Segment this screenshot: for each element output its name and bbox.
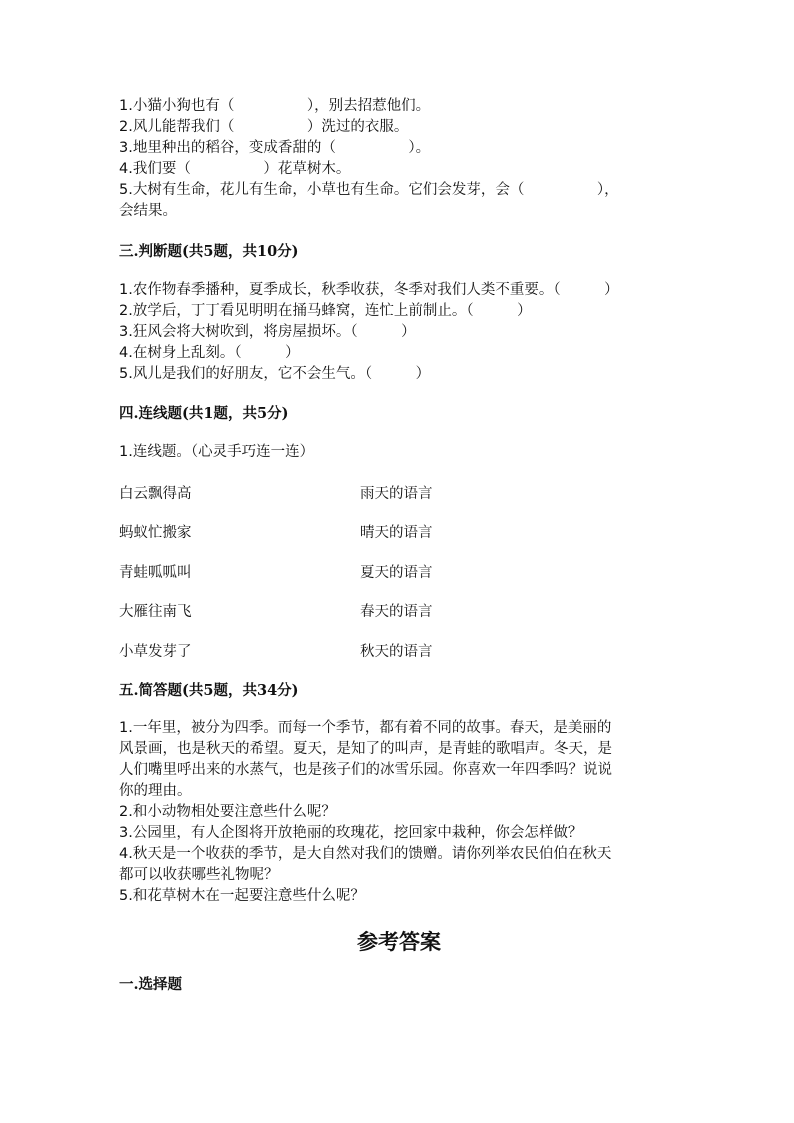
match-right-4: 春天的语言	[360, 604, 433, 620]
section4-heading: 四.连线题(共1题，共5分)	[119, 405, 289, 422]
answers-title: 参考答案	[357, 929, 441, 954]
section3-heading: 三.判断题(共5题，共10分)	[119, 243, 299, 260]
fill-blank-3: 3.地里种出的稻谷，变成香甜的（ ）。	[119, 140, 431, 156]
short-answer-line-8: 都可以收获哪些礼物呢？	[119, 867, 279, 883]
short-answer-line-4: 你的理由。	[119, 783, 192, 799]
match-right-3: 夏天的语言	[360, 565, 433, 581]
match-left-5: 小草发芽了	[119, 644, 192, 660]
match-question: 1.连线题。（心灵手巧连一连）	[119, 444, 315, 460]
match-right-5: 秋天的语言	[360, 644, 433, 660]
match-left-2: 蚂蚁忙搬家	[119, 525, 192, 541]
judge-item-4: 4.在树身上乱刻。（ ）	[119, 345, 300, 361]
short-answer-line-6: 3.公园里，有人企图将开放艳丽的玫瑰花，挖回家中栽种，你会怎样做？	[119, 825, 583, 841]
judge-item-3: 3.狂风会将大树吹到，将房屋损坏。（ ）	[119, 324, 416, 340]
short-answer-line-1: 1.一年里，被分为四季。而每一个季节，都有着不同的故事。春天，是美丽的	[119, 720, 612, 736]
judge-item-5: 5.风儿是我们的好朋友，它不会生气。（ ）	[119, 366, 431, 382]
fill-blank-5-cont: 会结果。	[119, 203, 177, 219]
short-answer-line-9: 5.和花草树木在一起要注意些什么呢？	[119, 888, 365, 904]
fill-blank-5: 5.大树有生命，花儿有生命，小草也有生命。它们会发芽，会（ ），	[119, 182, 619, 198]
short-answer-line-7: 4.秋天是一个收获的季节，是大自然对我们的馈赠。请你列举农民伯伯在秋天	[119, 846, 612, 862]
judge-item-2: 2.放学后，丁丁看见明明在捅马蜂窝，连忙上前制止。（ ）	[119, 303, 532, 319]
fill-blank-4: 4.我们要（ ）花草树木。	[119, 161, 351, 177]
judge-item-1: 1.农作物春季播种，夏季成长，秋季收获，冬季对我们人类不重要。（ ）	[119, 282, 619, 298]
match-left-1: 白云飘得高	[119, 486, 192, 502]
short-answer-line-2: 风景画，也是秋天的希望。夏天，是知了的叫声，是青蛙的歌唱声。冬天，是	[119, 741, 612, 757]
short-answer-line-3: 人们嘴里呼出来的水蒸气，也是孩子们的冰雪乐园。你喜欢一年四季吗？说说	[119, 762, 612, 778]
match-left-3: 青蛙呱呱叫	[119, 565, 192, 581]
match-left-4: 大雁往南飞	[119, 604, 192, 620]
fill-blank-1: 1.小猫小狗也有（ ），别去招惹他们。	[119, 98, 431, 114]
match-right-1: 雨天的语言	[360, 486, 433, 502]
short-answer-line-5: 2.和小动物相处要注意些什么呢？	[119, 804, 336, 820]
answers-section1-heading: 一.选择题	[119, 976, 183, 993]
fill-blank-2: 2.风儿能帮我们（ ）洗过的衣服。	[119, 119, 409, 135]
match-right-2: 晴天的语言	[360, 525, 433, 541]
section5-heading: 五.简答题(共5题，共34分)	[119, 682, 299, 699]
